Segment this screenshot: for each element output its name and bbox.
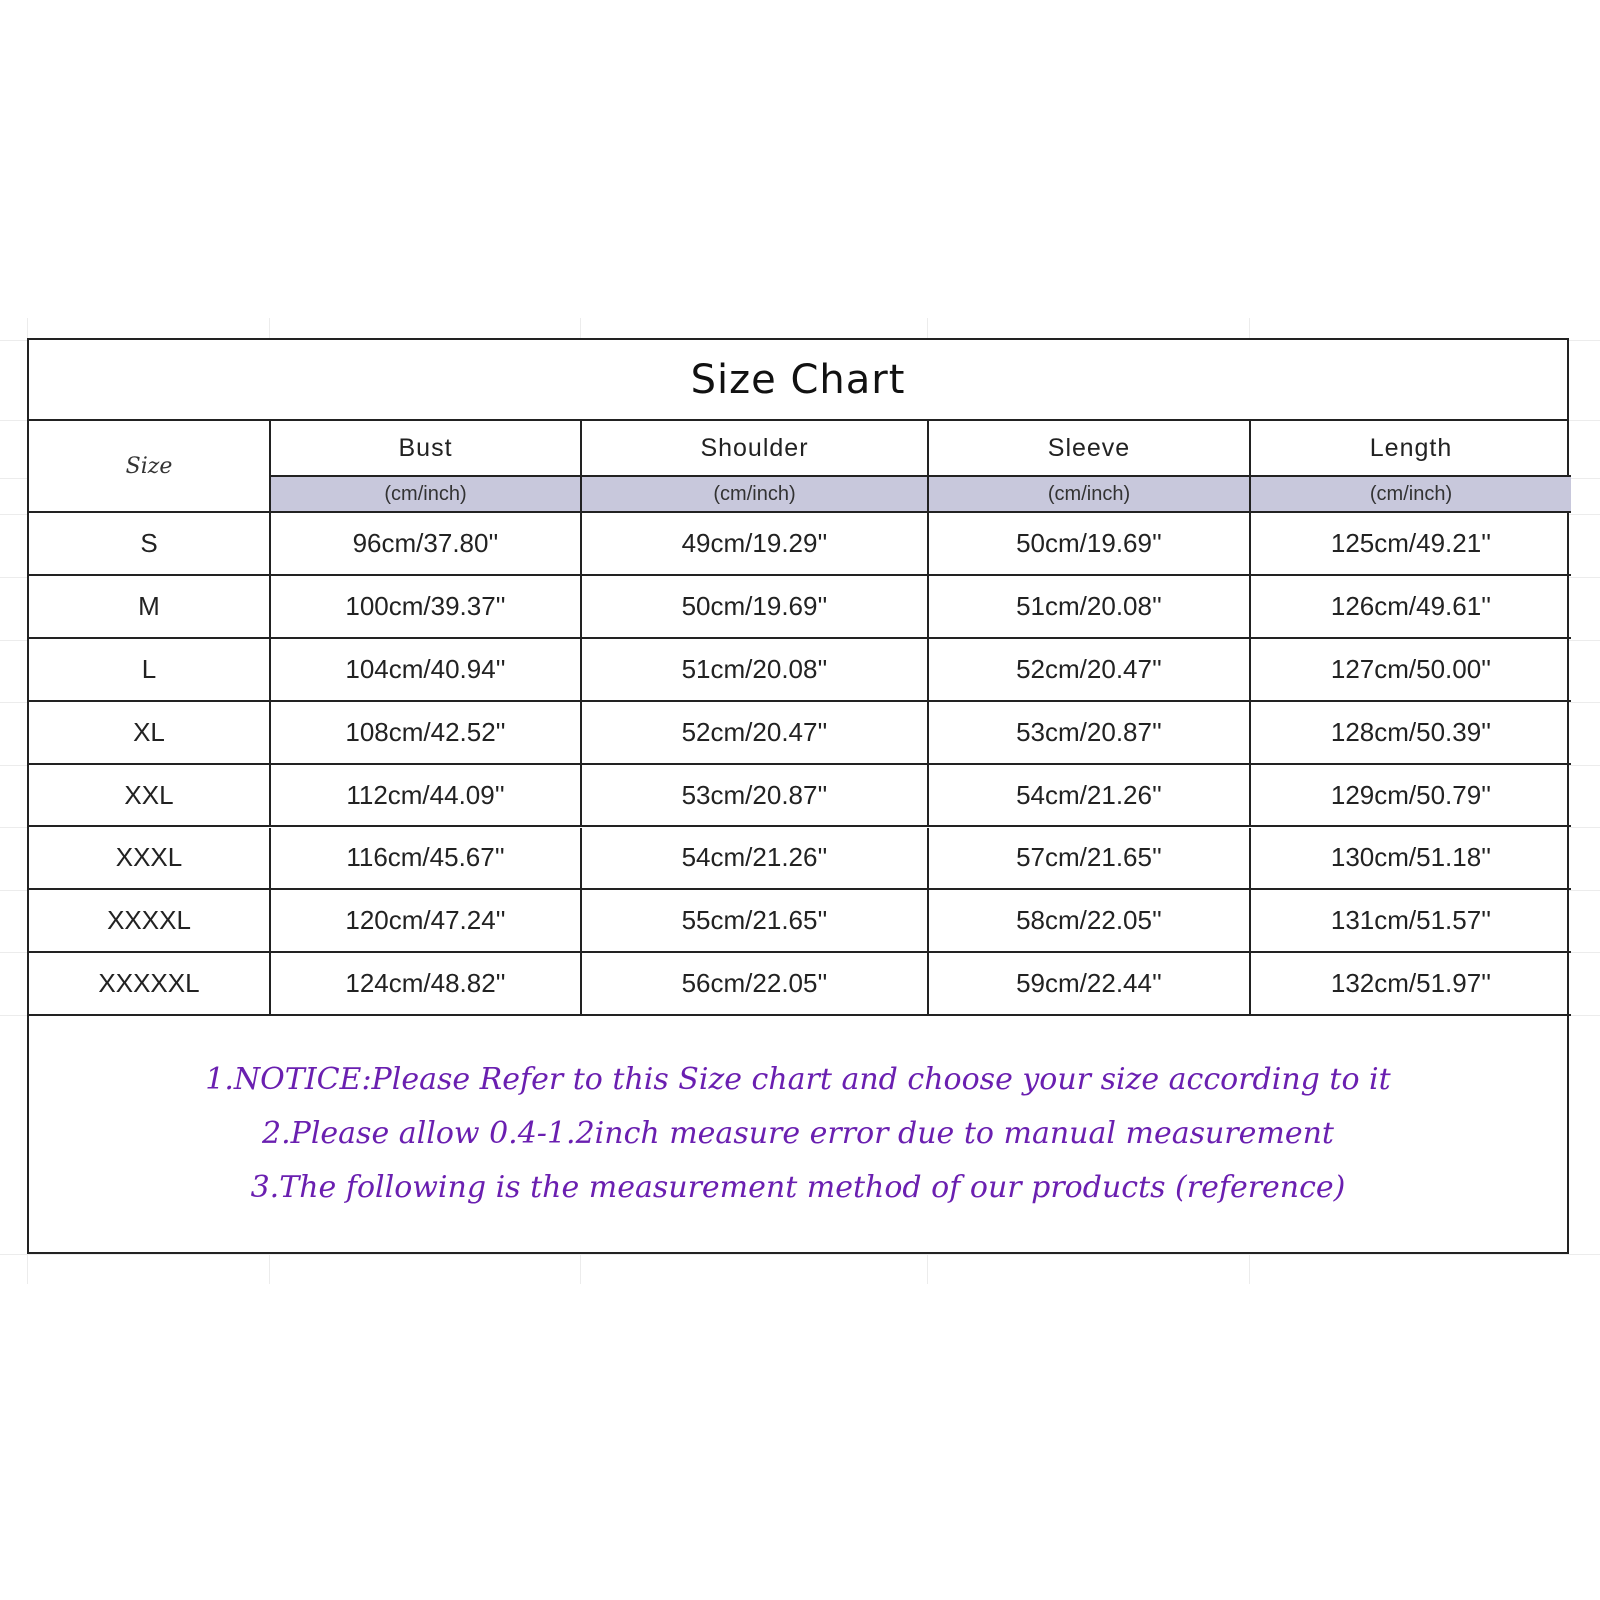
table-cell: 112cm/44.09'' [271, 765, 582, 828]
table-cell: 130cm/51.18'' [1251, 828, 1571, 891]
size-label: XXXXL [29, 890, 271, 953]
size-label: L [29, 639, 271, 702]
unit-label: (cm/inch) [271, 477, 582, 513]
column-header-length: Length [1251, 421, 1571, 477]
notice-line-1: 1.NOTICE:Please Refer to this Size chart and choose your size according to it [205, 1062, 1391, 1097]
table-cell: 51cm/20.08'' [582, 639, 929, 702]
size-label: XXXXXL [29, 953, 271, 1016]
table-cell: 59cm/22.44'' [929, 953, 1251, 1016]
size-label: XL [29, 702, 271, 765]
table-cell: 52cm/20.47'' [582, 702, 929, 765]
table-cell: 49cm/19.29'' [582, 513, 929, 576]
unit-label: (cm/inch) [582, 477, 929, 513]
table-cell: 96cm/37.80'' [271, 513, 582, 576]
table-cell: 52cm/20.47'' [929, 639, 1251, 702]
unit-label: (cm/inch) [929, 477, 1251, 513]
table-cell: 125cm/49.21'' [1251, 513, 1571, 576]
grid-line [0, 1254, 1600, 1255]
unit-label: (cm/inch) [1251, 477, 1571, 513]
table-cell: 128cm/50.39'' [1251, 702, 1571, 765]
size-column-header: Size [29, 421, 271, 513]
notice-line-3: 3.The following is the measurement method of our products (reference) [250, 1170, 1346, 1205]
table-cell: 54cm/21.26'' [582, 828, 929, 891]
table-cell: 55cm/21.65'' [582, 890, 929, 953]
table-cell: 50cm/19.69'' [582, 576, 929, 639]
table-cell: 58cm/22.05'' [929, 890, 1251, 953]
table-cell: 100cm/39.37'' [271, 576, 582, 639]
column-header-bust: Bust [271, 421, 582, 477]
chart-title: Size Chart [690, 356, 906, 403]
notes-section [29, 1016, 1567, 1252]
size-chart-table [27, 338, 1569, 1254]
table-cell: 56cm/22.05'' [582, 953, 929, 1016]
table-cell: 131cm/51.57'' [1251, 890, 1571, 953]
table-cell: 129cm/50.79'' [1251, 765, 1571, 828]
column-header-shoulder: Shoulder [582, 421, 929, 477]
size-label: XXXL [29, 828, 271, 891]
table-cell: 53cm/20.87'' [929, 702, 1251, 765]
table-cell: 53cm/20.87'' [582, 765, 929, 828]
table-cell: 54cm/21.26'' [929, 765, 1251, 828]
table-cell: 120cm/47.24'' [271, 890, 582, 953]
table-cell: 50cm/19.69'' [929, 513, 1251, 576]
column-header-sleeve: Sleeve [929, 421, 1251, 477]
title-row [29, 340, 1567, 421]
size-label: S [29, 513, 271, 576]
size-label: M [29, 576, 271, 639]
table-cell: 124cm/48.82'' [271, 953, 582, 1016]
table-cell: 108cm/42.52'' [271, 702, 582, 765]
table-cell: 116cm/45.67'' [271, 828, 582, 891]
notice-line-2: 2.Please allow 0.4-1.2inch measure error due to manual measurement [262, 1116, 1334, 1151]
table-cell: 51cm/20.08'' [929, 576, 1251, 639]
table-cell: 132cm/51.97'' [1251, 953, 1571, 1016]
table-cell: 57cm/21.65'' [929, 828, 1251, 891]
size-label: XXL [29, 765, 271, 828]
table-cell: 126cm/49.61'' [1251, 576, 1571, 639]
table-cell: 127cm/50.00'' [1251, 639, 1571, 702]
table-cell: 104cm/40.94'' [271, 639, 582, 702]
